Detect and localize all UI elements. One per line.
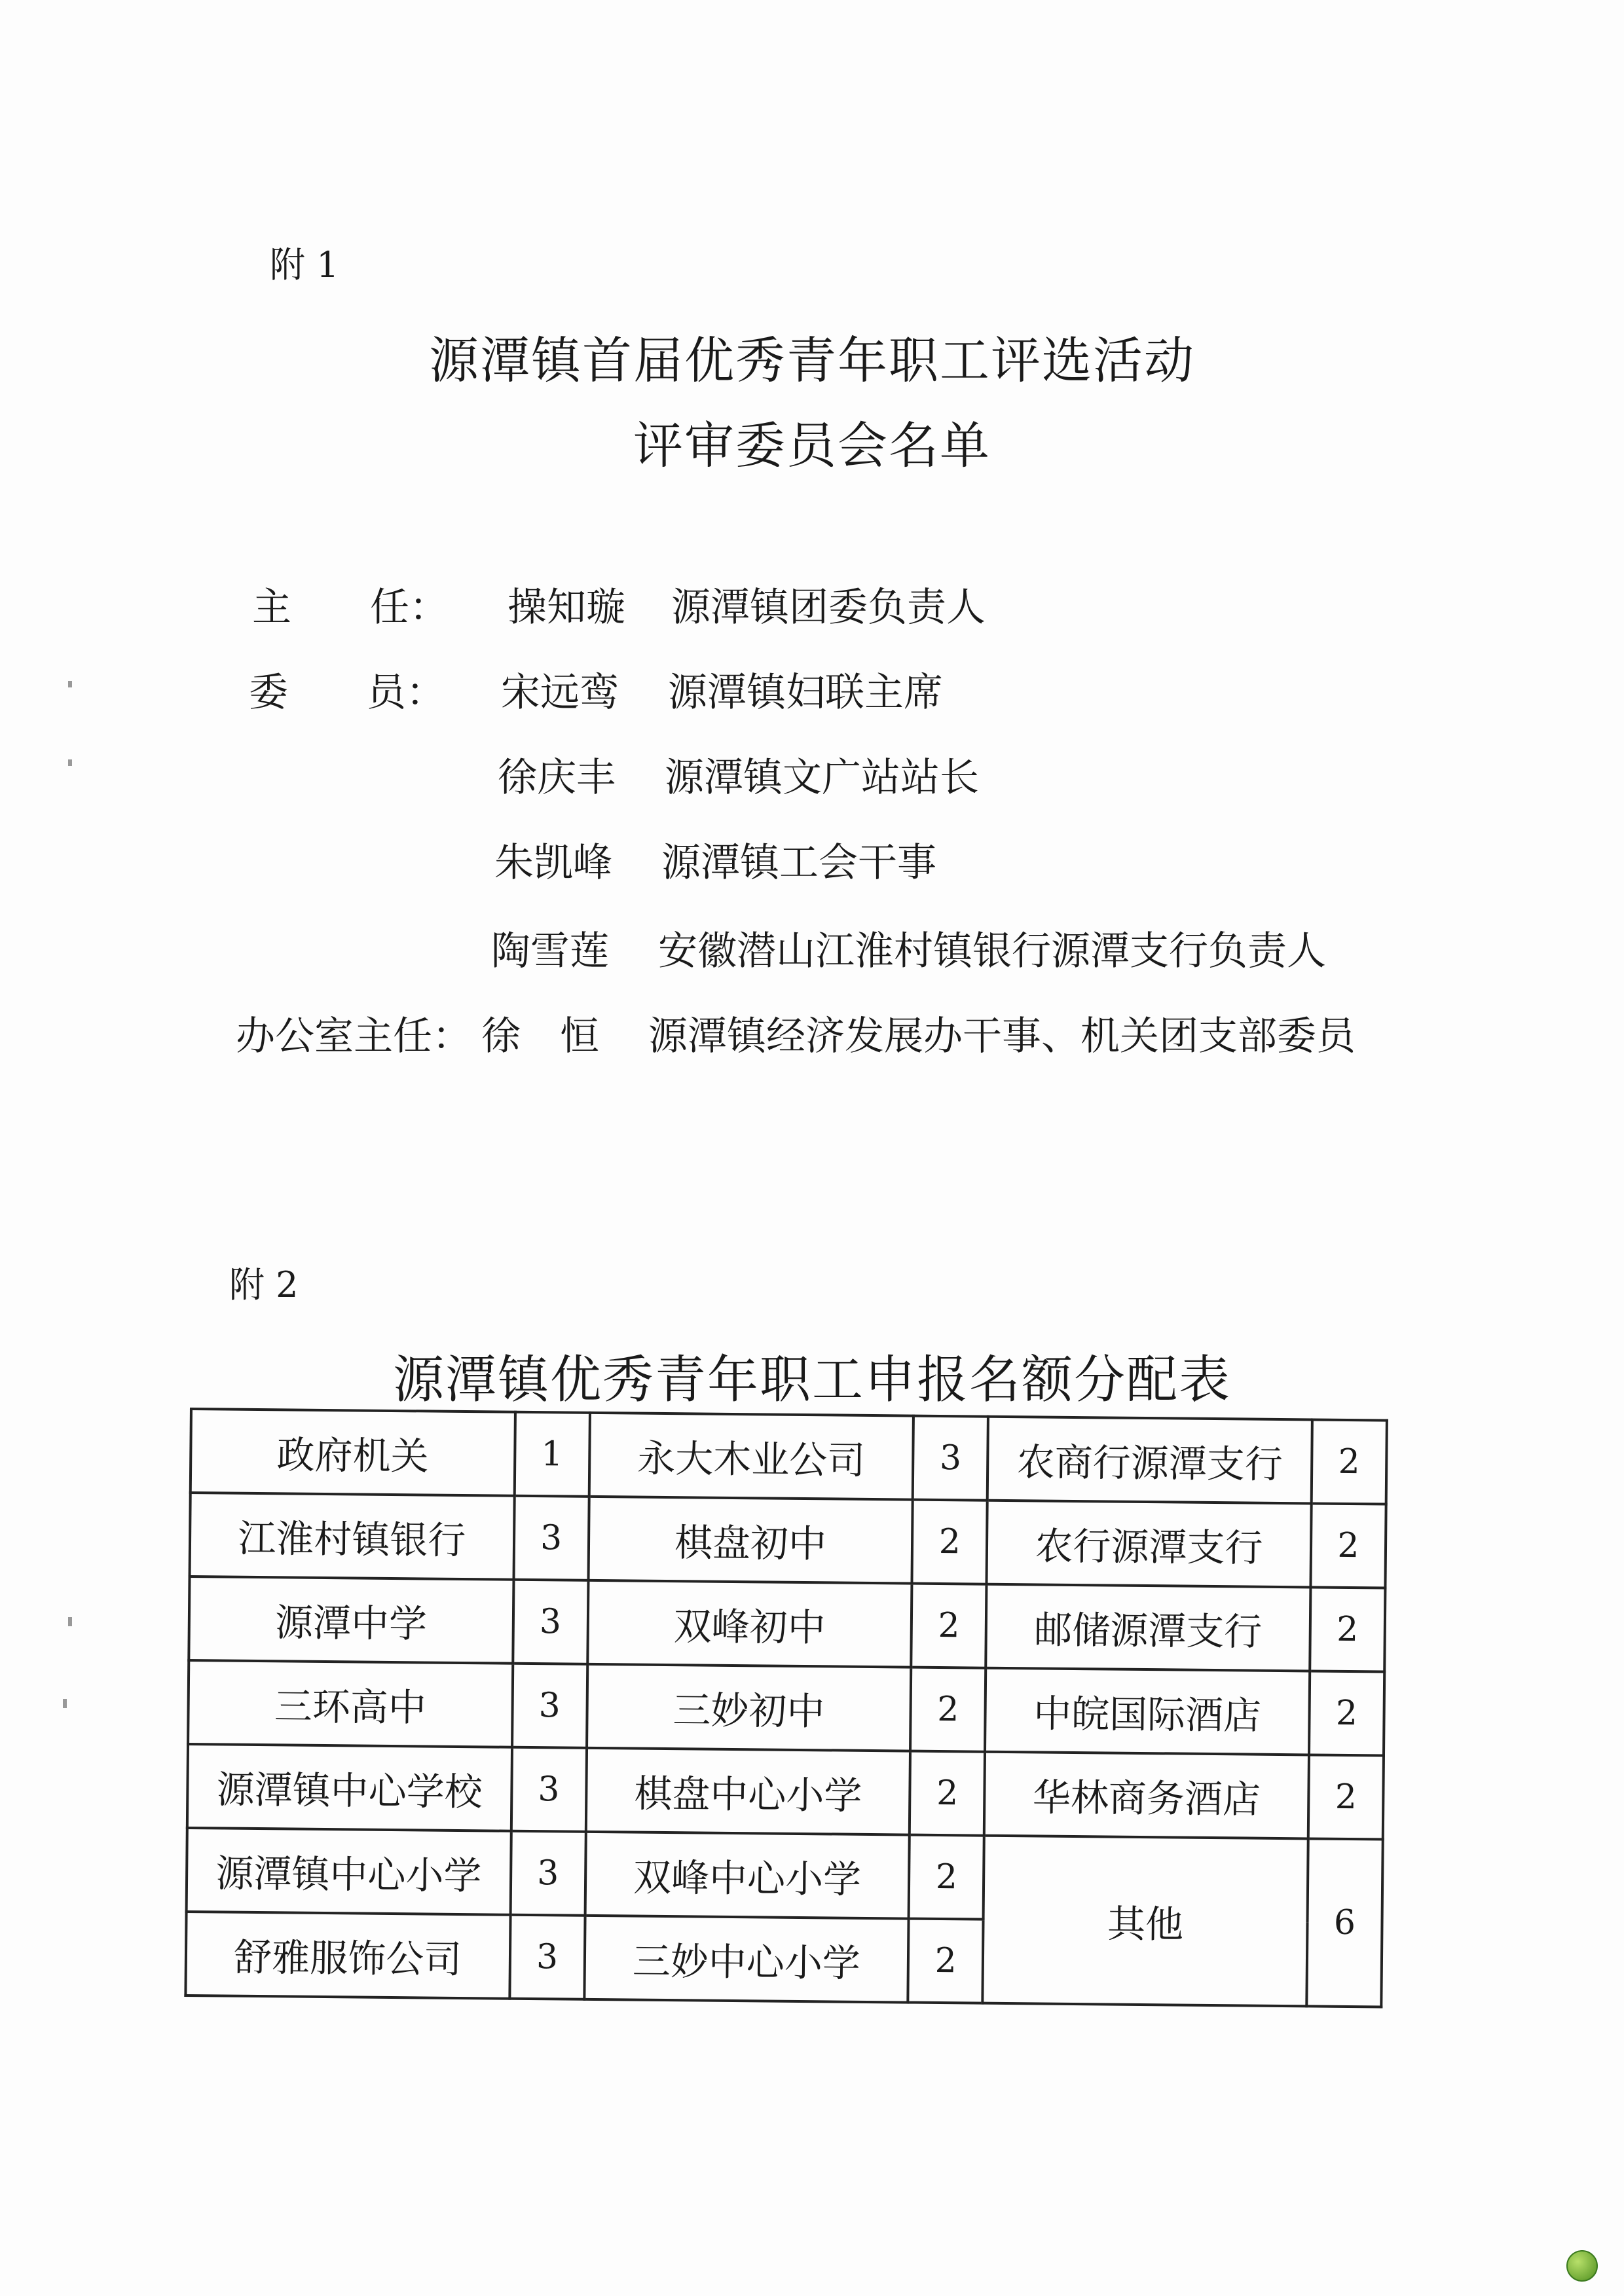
unit-cell: 农商行源潭支行	[987, 1417, 1312, 1504]
quota-cell: 2	[1308, 1755, 1384, 1839]
unit-cell: 源潭镇中心学校	[187, 1744, 512, 1831]
quota-cell: 1	[514, 1412, 589, 1497]
unit-cell: 源潭中学	[189, 1576, 513, 1664]
member-role: 主 任：	[252, 585, 449, 630]
attachment2-title: 源潭镇优秀青年职工申报名额分配表	[392, 1351, 1231, 1410]
quota-cell: 3	[513, 1580, 588, 1664]
unit-cell: 舒雅服饰公司	[185, 1912, 510, 1999]
quota-cell: 3	[513, 1496, 589, 1580]
member-position: 源潭镇妇联主席	[668, 670, 943, 716]
quota-cell: 2	[1309, 1671, 1384, 1755]
quota-cell: 2	[911, 1584, 986, 1668]
scan-speck	[68, 681, 72, 687]
quota-cell: 3	[913, 1416, 988, 1501]
quota-cell: 2	[910, 1667, 986, 1752]
member-position: 源潭镇经济发展办干事、机关团支部委员	[648, 1013, 1356, 1059]
member-position: 安徽潜山江淮村镇银行源潭支行负责人	[658, 928, 1326, 974]
unit-cell: 农行源潭支行	[987, 1501, 1312, 1588]
table-row	[189, 1576, 1385, 1672]
table-row	[190, 1493, 1386, 1588]
unit-cell-other: 其他	[983, 1836, 1308, 2007]
member-name: 宋远鸾	[501, 670, 619, 716]
quota-cell: 2	[1312, 1419, 1387, 1504]
unit-cell: 华林商务酒店	[984, 1752, 1309, 1839]
member-name: 陶雪莲	[491, 928, 609, 974]
quota-cell: 3	[511, 1747, 586, 1832]
quota-cell: 2	[1310, 1503, 1386, 1588]
unit-cell: 三妙中心小学	[584, 1916, 909, 2003]
quota-cell: 2	[910, 1751, 985, 1836]
member-position: 源潭镇团委负责人	[671, 585, 986, 630]
unit-cell: 中皖国际酒店	[985, 1668, 1310, 1755]
scan-speck	[68, 759, 72, 766]
table-row	[188, 1660, 1384, 1756]
member-position: 源潭镇工会干事	[661, 840, 936, 886]
table-row	[191, 1409, 1387, 1504]
unit-cell: 双峰中心小学	[585, 1832, 910, 1919]
quota-cell: 3	[512, 1664, 587, 1748]
unit-cell: 棋盘中心小学	[585, 1748, 910, 1835]
member-position: 源潭镇文广站站长	[665, 755, 979, 801]
quota-cell: 2	[909, 1835, 984, 1920]
watermark-logo	[1566, 2248, 1598, 2284]
unit-cell: 政府机关	[191, 1409, 515, 1496]
attachment1-label: 附 1	[270, 244, 339, 285]
attachment1-title-line2: 评审委员会名单	[633, 416, 991, 475]
quota-cell: 2	[912, 1500, 987, 1584]
attachment2-label: 附 2	[229, 1264, 299, 1305]
member-name: 朱凯峰	[494, 840, 612, 886]
quota-cell-other: 6	[1306, 1838, 1383, 2007]
leaf-logo-icon	[1566, 2250, 1598, 2282]
unit-cell: 三妙初中	[587, 1664, 912, 1751]
quota-cell: 3	[510, 1831, 585, 1916]
quota-cell: 2	[1310, 1587, 1385, 1671]
unit-cell: 三环高中	[188, 1660, 513, 1747]
table-row	[187, 1744, 1384, 1840]
unit-cell: 棋盘初中	[588, 1497, 913, 1584]
scan-speck	[68, 1617, 72, 1626]
unit-cell: 源潭镇中心小学	[187, 1828, 511, 1915]
unit-cell: 双峰初中	[587, 1580, 912, 1667]
member-name: 徐庆丰	[498, 755, 616, 801]
unit-cell: 永大木业公司	[589, 1413, 913, 1500]
quota-table	[184, 1408, 1388, 2009]
unit-cell: 江淮村镇银行	[190, 1493, 515, 1580]
unit-cell: 邮储源潭支行	[986, 1584, 1311, 1671]
member-role: 委 员：	[249, 670, 445, 716]
member-role: 办公室主任：	[236, 1013, 471, 1059]
attachment1-title-line1: 源潭镇首届优秀青年职工评选活动	[429, 331, 1195, 390]
quota-cell: 2	[908, 1919, 984, 2003]
table-row	[187, 1828, 1383, 1923]
member-name: 操知璇	[507, 585, 625, 630]
member-name: 徐 恒	[481, 1013, 599, 1059]
scan-speck	[63, 1699, 67, 1708]
quota-cell: 3	[509, 1915, 585, 1999]
